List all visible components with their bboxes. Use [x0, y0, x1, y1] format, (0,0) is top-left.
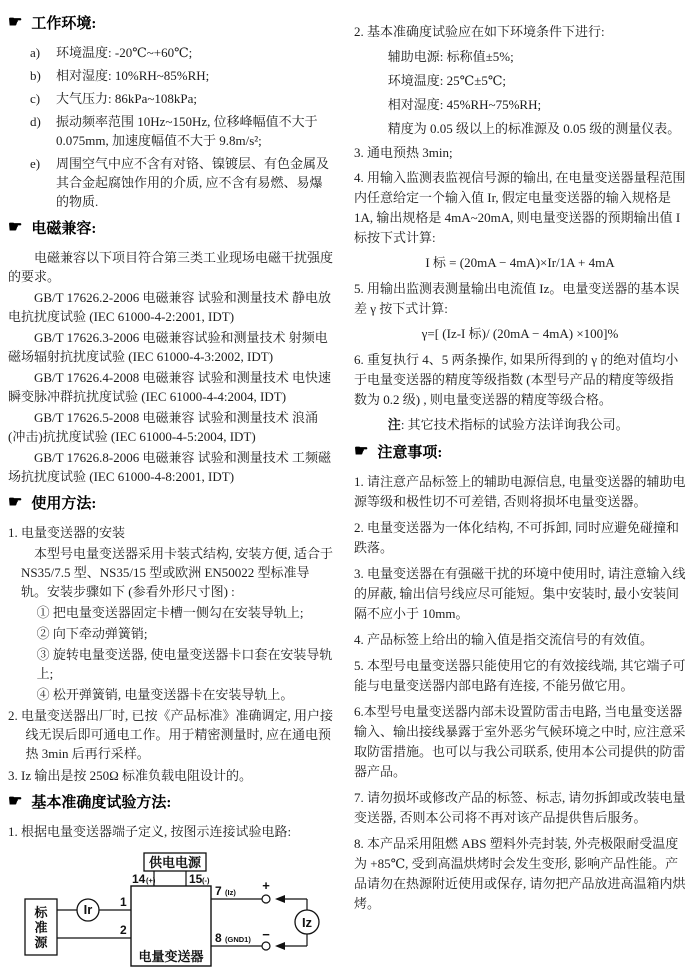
section-header-emc	[8, 219, 334, 239]
item-text: 大气压力: 86kPa~108kPa;	[56, 91, 198, 106]
item-text: 环境温度: -20℃~+60℃;	[56, 45, 193, 60]
item-label: d)	[30, 114, 41, 129]
accuracy-condition: 环境温度: 25℃±5℃;	[387, 73, 506, 88]
section-title-work-env: 工作环境:	[31, 16, 97, 32]
work-env-item	[8, 89, 334, 108]
notice-item: 7. 请勿损坏或修改产品的标签、标志, 请勿拆卸或改装电量变送器, 否则本公司将不再对该产品提供售后服务。	[354, 790, 686, 825]
section-title-notice: 注意事项:	[377, 445, 443, 461]
left-column	[8, 6, 334, 971]
usage-item1-head: 1. 电量变送器的安装	[8, 525, 126, 540]
terminal-1-label: 1	[120, 895, 127, 909]
note-text: : 其它技术指标的试验方法详询我公司。	[400, 417, 629, 432]
usage-step: ① 把电量变送器固定卡槽一侧勾在安装导轨上;	[36, 605, 304, 620]
accuracy-condition: 相对湿度: 45%RH~75%RH;	[387, 97, 542, 112]
formula-basic-error: γ=[ (Iz-I 标)/ (20mA − 4mA) ×100]%	[421, 326, 619, 341]
pointing-hand-icon: ☛	[8, 219, 23, 236]
pointing-hand-icon: ☛	[8, 793, 23, 810]
output-terminal-plus	[262, 895, 270, 903]
work-env-item	[8, 154, 334, 211]
formula-expected-output: I 标 = (20mA − 4mA)×Ir/1A + 4mA	[425, 255, 615, 270]
emc-standard: GB/T 17626.3-2006 电磁兼容试验和测量技术 射频电磁场辐射抗扰度试验 (IEC 61000-4-3:2002, IDT)	[8, 330, 328, 364]
notice-item: 6.本型号电量变送器内部未设置防雷击电路, 当电量变送器输入、输出接线暴露于室外恶劣气候环境之中时, 应注意采取防雷措施。也可以与我公司联系, 使用本公司提供的防雷器产品。	[354, 704, 686, 779]
item-label: b)	[30, 68, 41, 83]
item-label: c)	[30, 91, 41, 106]
usage-step: ② 向下牵动弹簧销;	[36, 626, 148, 641]
notice-item: 1. 请注意产品标签上的辅助电源信息, 电量变送器的辅助电源等级和极性切不可差错, 否则将损坏电量变送器。	[354, 474, 686, 509]
terminal-14-label: 14	[132, 872, 146, 886]
item-text: 周围空气中应不含有对铬、镍镀层、有色金属及其合金起腐蚀作用的介质, 应不含有易燃、易爆的物质.	[56, 156, 330, 209]
terminal-7-label: 7	[215, 884, 222, 898]
accuracy-condition: 精度为 0.05 级以上的标准源及 0.05 级的测量仪表。	[387, 121, 681, 136]
accuracy-item6: 6. 重复执行 4、5 两条操作, 如果所得到的 γ 的绝对值均小于电量变送器的精度等级指数 (本型号产品的精度等级指数为 0.2 级) , 则电量变送器的精度等级合格。	[354, 352, 679, 407]
test-circuit-diagram	[8, 851, 334, 971]
usage-item2: 2. 电量变送器出厂时, 已按《产品标准》准确调定, 用户接线无误后即可通电工作。用于精密测量时, 应在通电预热 3min 后再行采样。	[8, 708, 334, 761]
work-env-item	[8, 43, 334, 62]
section-header-accuracy	[8, 793, 334, 813]
usage-item3: 3. Iz 输出是按 250Ω 标准负载电阻设计的。	[8, 768, 253, 783]
terminal-15-label: 15	[189, 872, 203, 886]
standard-source-char: 准	[34, 920, 48, 935]
input-meter-label: Ir	[83, 902, 93, 917]
emc-standard: GB/T 17626.2-2006 电磁兼容 试验和测量技术 静电放电抗扰度试验 (IEC 61000-4-2:2001, IDT)	[8, 290, 331, 324]
section-header-work-env	[8, 14, 334, 34]
standard-source-char: 源	[34, 935, 48, 950]
section-header-notice	[354, 443, 686, 463]
accuracy-item5: 5. 用输出监测表测量输出电流值 Iz。电量变送器的基本误差 γ 按下式计算:	[354, 281, 680, 316]
circuit-svg	[8, 851, 348, 971]
terminal-15-sub: (-)	[202, 876, 210, 885]
work-env-item	[8, 112, 334, 150]
emc-intro: 电磁兼容以下项目符合第三类工业现场电磁干扰强度的要求。	[8, 250, 334, 284]
arrowhead	[275, 942, 285, 950]
section-title-emc: 电磁兼容:	[31, 221, 97, 237]
right-column	[354, 22, 686, 920]
pointing-hand-icon: ☛	[8, 14, 23, 31]
accuracy-item2-head: 2. 基本准确度试验应在如下环境条件下进行:	[354, 24, 605, 39]
notice-item: 8. 本产品采用阻燃 ABS 塑料外壳封装, 外壳极限耐受温度为 +85℃, 受到高温烘烤时会发生变形, 影响产品性能。产品请勿在热源附近使用或保存, 请勿把产品放进高温箱内烘烤。	[354, 836, 686, 911]
pointing-hand-icon: ☛	[354, 443, 369, 460]
plus-sign: +	[262, 878, 270, 893]
notice-item: 4. 产品标签上给出的输入值是指交流信号的有效值。	[354, 632, 654, 647]
terminal-7-sub: (Iz)	[225, 888, 236, 897]
minus-sign: −	[262, 927, 270, 942]
accuracy-item4: 4. 用输入监测表监视信号源的输出, 在电量变送器量程范围内任意给定一个输入值 Ir, 假定电量变送器的输入规格是 1A, 输出规格是 4mA~20mA, 则电量变送器的预期输出值 I 标按下式计算:	[354, 170, 686, 245]
section-header-usage	[8, 494, 334, 514]
power-supply-label: 供电电源	[148, 855, 202, 870]
standard-source-char: 标	[34, 905, 48, 920]
item-label: e)	[30, 156, 41, 171]
accuracy-item3: 3. 通电预热 3min;	[354, 145, 453, 160]
terminal-14-sub: (+)	[146, 876, 156, 885]
output-terminal-minus	[262, 942, 270, 950]
emc-standard: GB/T 17626.8-2006 电磁兼容 试验和测量技术 工频磁场抗扰度试验 (IEC 61000-4-8:2001, IDT)	[8, 450, 331, 484]
transducer-label: 电量变送器	[138, 949, 204, 964]
notice-item: 5. 本型号电量变送器只能使用它的有效接线端, 其它端子可能与电量变送器内部电路有连接, 不能另做它用。	[354, 658, 686, 693]
notice-item: 2. 电量变送器为一体化结构, 不可拆卸, 同时应避免碰撞和跌落。	[354, 520, 680, 555]
item-text: 振动频率范围 10Hz~150Hz, 位移峰幅值不大于 0.075mm, 加速度幅值不大于 9.8m/s²;	[56, 114, 318, 148]
accuracy-note	[354, 415, 686, 435]
note-label: 注	[387, 417, 401, 432]
terminal-8-label: 8	[215, 931, 222, 945]
item-label: a)	[30, 45, 41, 60]
section-title-usage: 使用方法:	[31, 496, 97, 512]
pointing-hand-icon: ☛	[8, 494, 23, 511]
item-text: 相对湿度: 10%RH~85%RH;	[56, 68, 210, 83]
work-env-item	[8, 66, 334, 85]
accuracy-condition: 辅助电源: 标称值±5%;	[387, 49, 514, 64]
usage-item1-body: 本型号电量变送器采用卡装式结构, 安装方便, 适合于 NS35/7.5 型、NS35/15 型或欧洲 EN50022 型标准导轨。安装步骤如下 (参看外形尺寸图) :	[21, 546, 334, 599]
arrowhead	[275, 895, 285, 903]
notice-item: 3. 电量变送器在有强磁干扰的环境中使用时, 请注意输入线的屏蔽, 输出信号线应尽可能短。集中安装时, 最小安装间隔不应小于 10mm。	[354, 566, 686, 621]
emc-standard: GB/T 17626.4-2008 电磁兼容 试验和测量技术 电快速瞬变脉冲群抗扰度试验 (IEC 61000-4-4:2004, IDT)	[8, 370, 331, 404]
emc-standard: GB/T 17626.5-2008 电磁兼容 试验和测量技术 浪涌(冲击)抗扰度试验 (IEC 61000-4-5:2004, IDT)	[8, 410, 318, 444]
accuracy-item1: 1. 根据电量变送器端子定义, 按图示连接试验电路:	[8, 824, 292, 839]
section-title-accuracy: 基本准确度试验方法:	[31, 795, 172, 811]
output-meter-label: Iz	[301, 915, 313, 930]
usage-step: ③ 旋转电量变送器, 使电量变送器卡口套在安装导轨上;	[36, 647, 333, 681]
usage-step: ④ 松开弹簧销, 电量变送器卡在安装导轨上。	[36, 687, 294, 702]
terminal-8-sub: (GND1)	[225, 935, 251, 944]
terminal-2-label: 2	[120, 923, 127, 937]
